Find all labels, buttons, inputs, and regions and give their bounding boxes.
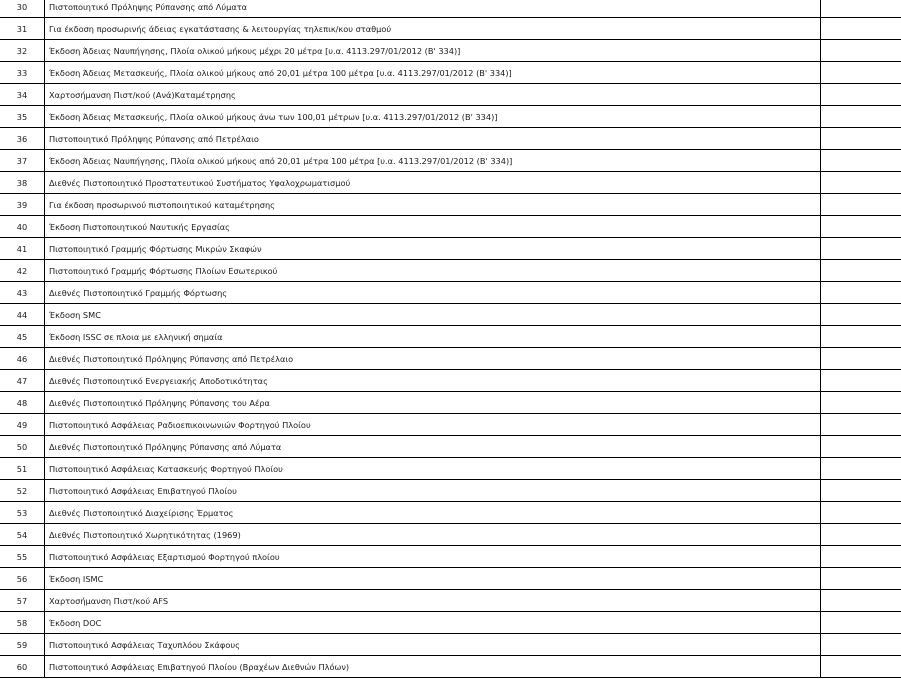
table-row <box>0 414 901 436</box>
row-number-cell: 36 <box>0 128 45 150</box>
description-cell: Διεθνές Πιστοποιητικό Ενεργειακής Αποδοτικότητας <box>45 370 821 392</box>
description-cell: Διεθνές Πιστοποιητικό Προστατευτικού Συστήματος Υφαλοχρωματισμού <box>45 172 821 194</box>
description-cell: Έκδοση DOC <box>45 612 821 634</box>
table-row <box>0 590 901 612</box>
table-row <box>0 458 901 480</box>
row-number-cell: 41 <box>0 238 45 260</box>
row-number-cell: 49 <box>0 414 45 436</box>
table-row <box>0 568 901 590</box>
description-cell: Έκδοση ISSC σε πλοια με ελληνική σημαία <box>45 326 821 348</box>
empty-cell <box>821 392 901 414</box>
empty-cell <box>821 656 901 678</box>
empty-cell <box>821 238 901 260</box>
description-cell: Διεθνές Πιστοποιητικό Χωρητικότητας (1969) <box>45 524 821 546</box>
row-number-cell: 53 <box>0 502 45 524</box>
row-number-cell: 46 <box>0 348 45 370</box>
empty-cell <box>821 634 901 656</box>
table-row <box>0 326 901 348</box>
description-cell: Πιστοποιητικό Ασφάλειας Ραδιοεπικοινωνιών Φορτηγού Πλοίου <box>45 414 821 436</box>
empty-cell <box>821 304 901 326</box>
empty-cell <box>821 194 901 216</box>
row-number-cell: 35 <box>0 106 45 128</box>
description-cell: Χαρτοσήμανση Πιστ/κού (Ανά)Καταμέτρησης <box>45 84 821 106</box>
empty-cell <box>821 150 901 172</box>
description-cell: Πιστοποιητικό Πρόληψης Ρύπανσης από Λύματα <box>45 0 821 18</box>
table-row <box>0 392 901 414</box>
row-number-cell: 34 <box>0 84 45 106</box>
description-cell: Πιστοποιητικό Γραμμής Φόρτωσης Πλοίων Εσωτερικού <box>45 260 821 282</box>
row-number-cell: 48 <box>0 392 45 414</box>
empty-cell <box>821 282 901 304</box>
row-number-cell: 59 <box>0 634 45 656</box>
table-row <box>0 304 901 326</box>
empty-cell <box>821 436 901 458</box>
empty-cell <box>821 106 901 128</box>
empty-cell <box>821 414 901 436</box>
table-row <box>0 260 901 282</box>
table-row <box>0 546 901 568</box>
empty-cell <box>821 502 901 524</box>
row-number-cell: 43 <box>0 282 45 304</box>
row-number-cell: 33 <box>0 62 45 84</box>
empty-cell <box>821 0 901 18</box>
table-row <box>0 106 901 128</box>
row-number-cell: 32 <box>0 40 45 62</box>
row-number-cell: 31 <box>0 18 45 40</box>
empty-cell <box>821 590 901 612</box>
description-cell: Πιστοποιητικό Ασφάλειας Επιβατηγού Πλοίου (Βραχέων Διεθνών Πλόων) <box>45 656 821 678</box>
description-cell: Πιστοποιητικό Πρόληψης Ρύπανσης από Πετρέλαιο <box>45 128 821 150</box>
description-cell: Διεθνές Πιστοποιητικό Πρόληψης Ρύπανσης από Πετρέλαιο <box>45 348 821 370</box>
empty-cell <box>821 480 901 502</box>
description-cell: Για έκδοση προσωρινού πιστοποιητικού καταμέτρησης <box>45 194 821 216</box>
row-number-cell: 42 <box>0 260 45 282</box>
row-number-cell: 45 <box>0 326 45 348</box>
row-number-cell: 56 <box>0 568 45 590</box>
description-cell: Έκδοση Άδειας Ναυπήγησης, Πλοία ολικού μήκους μέχρι 20 μέτρα [υ.α. 4113.297/01/2012 (Β' 334)] <box>45 40 821 62</box>
table-row <box>0 40 901 62</box>
empty-cell <box>821 370 901 392</box>
empty-cell <box>821 458 901 480</box>
empty-cell <box>821 260 901 282</box>
empty-cell <box>821 546 901 568</box>
table-row <box>0 150 901 172</box>
empty-cell <box>821 348 901 370</box>
empty-cell <box>821 40 901 62</box>
row-number-cell: 52 <box>0 480 45 502</box>
table-row <box>0 656 901 678</box>
description-cell: Πιστοποιητικό Ασφάλειας Εξαρτισμού Φορτηγού πλοίου <box>45 546 821 568</box>
row-number-cell: 50 <box>0 436 45 458</box>
empty-cell <box>821 612 901 634</box>
table-row <box>0 172 901 194</box>
empty-cell <box>821 62 901 84</box>
row-number-cell: 37 <box>0 150 45 172</box>
empty-cell <box>821 172 901 194</box>
row-number-cell: 39 <box>0 194 45 216</box>
table-row <box>0 524 901 546</box>
empty-cell <box>821 216 901 238</box>
empty-cell <box>821 326 901 348</box>
row-number-cell: 51 <box>0 458 45 480</box>
description-cell: Έκδοση Άδειας Μετασκευής, Πλοία ολικού μήκους από 20,01 μέτρα 100 μέτρα [υ.α. 4113.297/01/2012 (Β' 334)] <box>45 62 821 84</box>
empty-cell <box>821 128 901 150</box>
table-row <box>0 238 901 260</box>
row-number-cell: 30 <box>0 0 45 18</box>
table-row <box>0 194 901 216</box>
description-cell: Έκδοση ISMC <box>45 568 821 590</box>
table-row <box>0 370 901 392</box>
table-row <box>0 216 901 238</box>
description-cell: Έκδοση Πιστοποιητικού Ναυτικής Εργασίας <box>45 216 821 238</box>
row-number-cell: 47 <box>0 370 45 392</box>
empty-cell <box>821 84 901 106</box>
table-row <box>0 84 901 106</box>
description-cell: Έκδοση Άδειας Ναυπήγησης, Πλοία ολικού μήκους από 20,01 μέτρα 100 μέτρα [υ.α. 4113.297/01/2012 (Β' 334)] <box>45 150 821 172</box>
row-number-cell: 44 <box>0 304 45 326</box>
description-cell: Έκδοση Άδειας Μετασκευής, Πλοία ολικού μήκους άνω των 100,01 μέτρων [υ.α. 4113.297/01/2012 (Β' 334)] <box>45 106 821 128</box>
table-row <box>0 480 901 502</box>
empty-cell <box>821 524 901 546</box>
description-cell: Πιστοποιητικό Ασφάλειας Κατασκευής Φορτηγού Πλοίου <box>45 458 821 480</box>
description-cell: Διεθνές Πιστοποιητικό Πρόληψης Ρύπανσης από Λύματα <box>45 436 821 458</box>
table-row <box>0 436 901 458</box>
table-row <box>0 0 901 18</box>
empty-cell <box>821 18 901 40</box>
row-number-cell: 40 <box>0 216 45 238</box>
description-cell: Διεθνές Πιστοποιητικό Γραμμής Φόρτωσης <box>45 282 821 304</box>
description-cell: Πιστοποιητικό Ασφάλειας Επιβατηγού Πλοίου <box>45 480 821 502</box>
row-number-cell: 60 <box>0 656 45 678</box>
description-cell: Για έκδοση προσωρινής άδειας εγκατάστασης & λειτουργίας τηλεπικ/κου σταθμού <box>45 18 821 40</box>
row-number-cell: 38 <box>0 172 45 194</box>
table-row <box>0 612 901 634</box>
table-row <box>0 634 901 656</box>
table-row <box>0 18 901 40</box>
description-cell: Διεθνές Πιστοποιητικό Πρόληψης Ρύπανσης του Αέρα <box>45 392 821 414</box>
description-cell: Χαρτοσήμανση Πιστ/κού AFS <box>45 590 821 612</box>
empty-cell <box>821 568 901 590</box>
row-number-cell: 54 <box>0 524 45 546</box>
table-row <box>0 128 901 150</box>
description-cell: Έκδοση SMC <box>45 304 821 326</box>
description-cell: Πιστοποιητικό Ασφάλειας Ταχυπλόου Σκάφους <box>45 634 821 656</box>
row-number-cell: 57 <box>0 590 45 612</box>
description-cell: Πιστοποιητικό Γραμμής Φόρτωσης Μικρών Σκαφών <box>45 238 821 260</box>
description-cell: Διεθνές Πιστοποιητικό Διαχείρισης Έρματος <box>45 502 821 524</box>
row-number-cell: 58 <box>0 612 45 634</box>
table-row <box>0 348 901 370</box>
table-row <box>0 282 901 304</box>
table-row <box>0 502 901 524</box>
table-row <box>0 62 901 84</box>
row-number-cell: 55 <box>0 546 45 568</box>
